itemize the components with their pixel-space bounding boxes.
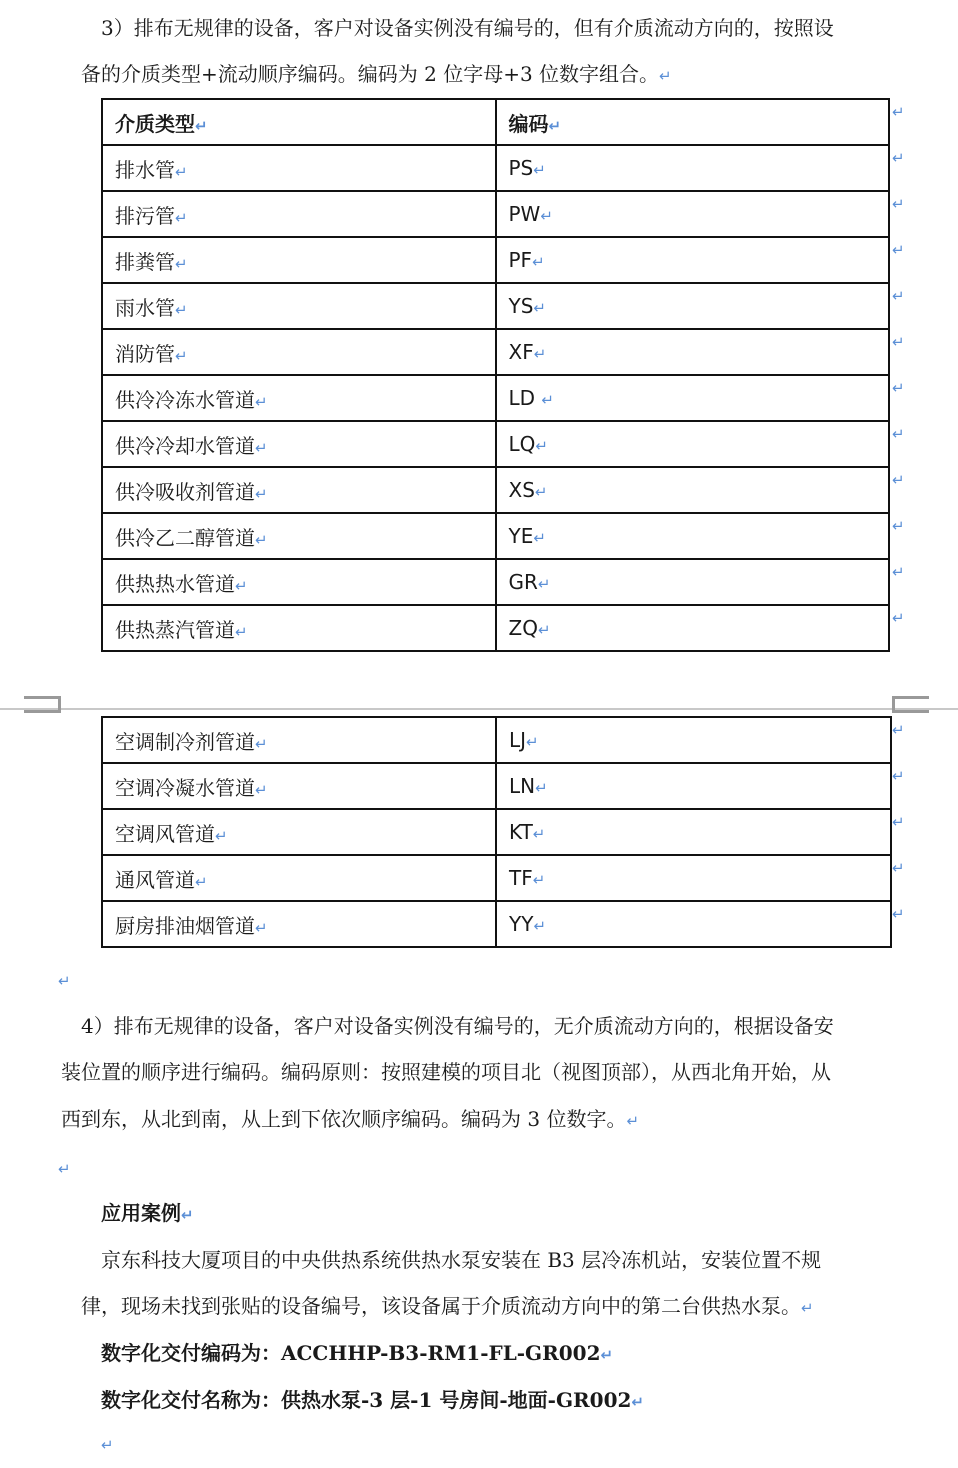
return-mark-icon: ↵ [255, 484, 268, 503]
return-mark-icon: ↵ [526, 733, 539, 751]
return-mark-icon: ↵ [626, 1112, 640, 1130]
return-mark-icon: ↵ [255, 918, 268, 937]
return-mark-icon: ↵ [537, 575, 551, 593]
return-mark-icon: ↵ [533, 529, 546, 547]
return-mark-icon: ↵ [255, 530, 268, 549]
return-mark-icon: ↵ [175, 346, 188, 365]
return-mark-icon: ↵ [533, 161, 546, 179]
return-mark-icon: ↵ [235, 576, 248, 595]
table-row [102, 283, 889, 329]
row-end-mark-icon: ↵ [892, 563, 905, 581]
return-mark-icon: ↵ [532, 253, 545, 271]
row-end-mark-icon: ↵ [892, 103, 905, 121]
cell-media-type: 供热蒸汽管道↵ [102, 605, 496, 651]
table-row [102, 513, 889, 559]
table-row [102, 717, 891, 763]
return-mark-icon: ↵ [255, 780, 268, 799]
empty-paragraph-1 [58, 956, 71, 1004]
cell-code: TF↵ [496, 855, 891, 901]
section3-line2 [81, 51, 672, 99]
row-end-mark-icon: ↵ [892, 241, 905, 259]
cell-media-type: 雨水管↵ [102, 283, 496, 329]
table-row [102, 375, 889, 421]
return-mark-icon: ↵ [532, 825, 546, 843]
table-row [102, 901, 891, 947]
return-mark-icon: ↵ [58, 972, 71, 990]
table-row [102, 855, 891, 901]
case-name-line: 数字化交付名称为：供热水泵-3 层-1 号房间-地面-GR002↵ [101, 1388, 644, 1412]
cell-media-type: 空调制冷剂管道↵ [102, 717, 496, 763]
row-end-mark-icon: ↵ [892, 195, 905, 213]
row-end-mark-icon: ↵ [892, 767, 905, 785]
return-mark-icon: ↵ [600, 1346, 614, 1364]
return-mark-icon: ↵ [235, 622, 248, 641]
return-mark-icon: ↵ [631, 1393, 644, 1411]
return-mark-icon: ↵ [175, 254, 188, 273]
cell-code: XS↵ [496, 467, 890, 513]
row-end-mark-icon: ↵ [892, 425, 905, 443]
section4-line2: 装位置的顺序进行编码。编码原则：按照建模的项目北（视图顶部），从西北角开始，从 [61, 1060, 831, 1084]
row-end-mark-icon: ↵ [892, 379, 905, 397]
cell-media-type: 供冷冷冻水管道↵ [102, 375, 496, 421]
return-mark-icon: ↵ [195, 872, 208, 891]
return-mark-icon: ↵ [659, 67, 672, 85]
return-mark-icon: ↵ [175, 162, 188, 181]
empty-paragraph-3 [101, 1420, 114, 1468]
cell-media-type: 供热热水管道↵ [102, 559, 496, 605]
return-mark-icon: ↵ [255, 734, 268, 753]
case-line2: 律，现场未找到张贴的设备编号，该设备属于介质流动方向中的第二台供热水泵。↵ [81, 1294, 814, 1318]
return-mark-icon: ↵ [255, 438, 268, 457]
return-mark-icon: ↵ [101, 1436, 114, 1454]
return-mark-icon: ↵ [533, 345, 547, 363]
row-end-mark-icon: ↵ [892, 471, 905, 489]
return-mark-icon: ↵ [534, 483, 548, 501]
cell-code: LN↵ [496, 763, 891, 809]
case-code-line: 数字化交付编码为：ACCHHP-B3-RM1-FL-GR002↵ [101, 1341, 614, 1365]
cell-media-type: 供冷乙二醇管道↵ [102, 513, 496, 559]
table-row [102, 763, 891, 809]
cell-code: YE↵ [496, 513, 890, 559]
return-mark-icon: ↵ [541, 391, 554, 409]
table-row [102, 237, 889, 283]
cell-code: PF↵ [496, 237, 890, 283]
return-mark-icon: ↵ [181, 1206, 194, 1224]
table-row [102, 467, 889, 513]
cell-media-type: 消防管↵ [102, 329, 496, 375]
page-break-line [0, 708, 958, 710]
cell-code: YS↵ [496, 283, 890, 329]
table-row [102, 191, 889, 237]
cell-media-type: 供冷吸收剂管道↵ [102, 467, 496, 513]
return-mark-icon: ↵ [175, 300, 188, 319]
table-row [102, 145, 889, 191]
return-mark-icon: ↵ [255, 392, 268, 411]
row-end-mark-icon: ↵ [892, 813, 905, 831]
cell-media-type: 厨房排油烟管道↵ [102, 901, 496, 947]
media-code-table [101, 98, 890, 652]
section3-line2-text: 备的介质类型+流动顺序编码。编码为 2 位字母+3 位数字组合。 [81, 62, 660, 86]
cell-code: GR↵ [496, 559, 890, 605]
row-end-mark-icon: ↵ [892, 333, 905, 351]
table-row [102, 559, 889, 605]
return-mark-icon: ↵ [533, 299, 546, 317]
return-mark-icon: ↵ [535, 779, 548, 797]
table-row [102, 421, 889, 467]
return-mark-icon: ↵ [801, 1299, 814, 1317]
section3-line1-text: 3）排布无规律的设备，客户对设备实例没有编号的，但有介质流动方向的，按照设 [101, 16, 834, 40]
row-end-mark-icon: ↵ [892, 149, 905, 167]
cell-media-type: 空调冷凝水管道↵ [102, 763, 496, 809]
cell-media-type: 供冷冷却水管道↵ [102, 421, 496, 467]
return-mark-icon: ↵ [175, 208, 188, 227]
return-mark-icon: ↵ [537, 621, 551, 639]
cell-media-type: 排污管↵ [102, 191, 496, 237]
cell-media-type: 排粪管↵ [102, 237, 496, 283]
row-end-mark-icon: ↵ [892, 609, 905, 627]
cell-code: KT↵ [496, 809, 891, 855]
return-mark-icon: ↵ [540, 207, 553, 225]
cell-media-type: 空调风管道↵ [102, 809, 496, 855]
cell-code: PW↵ [496, 191, 890, 237]
table-row [102, 809, 891, 855]
return-mark-icon: ↵ [535, 437, 548, 455]
page-corner-mark-left-lower [24, 706, 61, 713]
return-mark-icon: ↵ [533, 917, 547, 935]
media-code-table-continued [101, 716, 892, 948]
row-end-mark-icon: ↵ [892, 287, 905, 305]
cell-media-type: 通风管道↵ [102, 855, 496, 901]
case-title: 应用案例↵ [101, 1201, 194, 1225]
cell-code: PS↵ [496, 145, 890, 191]
row-end-mark-icon: ↵ [892, 859, 905, 877]
cell-media-type: 排水管↵ [102, 145, 496, 191]
return-mark-icon: ↵ [58, 1160, 71, 1178]
cell-code: XF↵ [496, 329, 890, 375]
cell-code: LQ↵ [496, 421, 890, 467]
section4-line3: 西到东，从北到南，从上到下依次顺序编码。编码为 3 位数字。↵ [61, 1107, 640, 1131]
table-row [102, 605, 889, 651]
cell-code: YY↵ [496, 901, 891, 947]
row-end-mark-icon: ↵ [892, 905, 905, 923]
return-mark-icon: ↵ [532, 871, 546, 889]
empty-paragraph-2 [58, 1144, 71, 1192]
section4-line1: 4）排布无规律的设备，客户对设备实例没有编号的，无介质流动方向的，根据设备安 [81, 1014, 834, 1038]
table-row [102, 329, 889, 375]
cell-code: ZQ↵ [496, 605, 890, 651]
page-corner-mark-right-lower [892, 706, 929, 713]
cell-code: LD ↵ [496, 375, 890, 421]
return-mark-icon: ↵ [215, 826, 228, 845]
row-end-mark-icon: ↵ [892, 517, 905, 535]
row-end-mark-icon: ↵ [892, 721, 905, 739]
section3-line1 [101, 5, 834, 51]
case-line1: 京东科技大厦项目的中央供热系统供热水泵安装在 B3 层冷冻机站，安装位置不规 [101, 1248, 822, 1272]
header-media-type: 介质类型↵ [102, 99, 496, 145]
cell-code: LJ↵ [496, 717, 891, 763]
table-header-row [102, 99, 889, 145]
header-code: 编码↵ [496, 99, 890, 145]
